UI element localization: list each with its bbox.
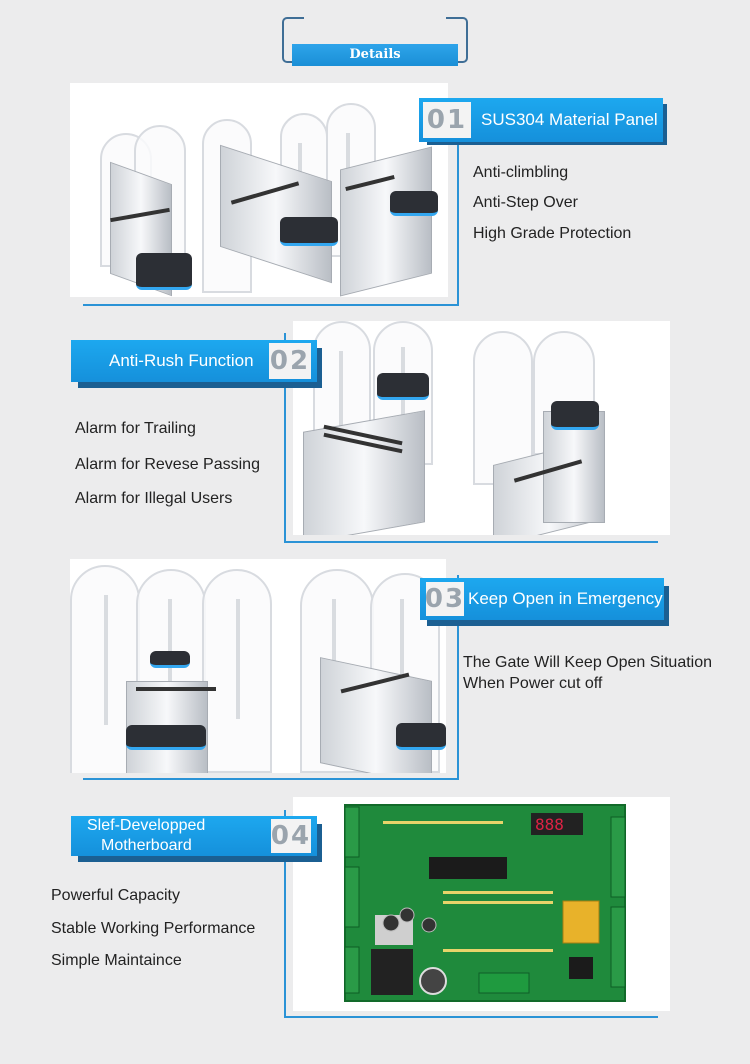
section-4-title-line2: Motherboard xyxy=(101,837,192,854)
section-3-feature: The Gate Will Keep Open Situation xyxy=(463,654,713,671)
section-1-image xyxy=(70,83,448,297)
page-title: Details xyxy=(292,44,458,66)
section-1-feature: Anti-climbling xyxy=(473,164,569,181)
svg-text:888: 888 xyxy=(535,815,564,834)
section-2-image xyxy=(293,321,670,535)
section-1-title: SUS304 Material Panel xyxy=(481,110,658,129)
section-2-feature: Alarm for Revese Passing xyxy=(75,456,260,473)
section-2-title: Anti-Rush Function xyxy=(109,351,254,370)
header-notch xyxy=(304,13,446,21)
section-3-number: 03 xyxy=(424,584,466,614)
section-3-label xyxy=(420,578,664,620)
section-4-feature: Simple Maintaince xyxy=(51,952,182,969)
section-2-feature: Alarm for Illegal Users xyxy=(75,490,233,507)
section-1-feature: High Grade Protection xyxy=(473,225,632,242)
section-3-feature: When Power cut off xyxy=(463,675,603,692)
section-4-title-line1: Slef-Developped xyxy=(87,817,206,834)
motherboard-image xyxy=(293,797,670,1011)
section-4-number: 04 xyxy=(270,821,312,851)
section-3-title: Keep Open in Emergency xyxy=(468,589,663,608)
section-4-feature: Powerful Capacity xyxy=(51,887,180,904)
section-1-number: 01 xyxy=(423,102,471,138)
section-3-image xyxy=(70,559,446,773)
section-4-feature: Stable Working Performance xyxy=(51,920,256,937)
section-2-number: 02 xyxy=(269,343,311,379)
section-4-label xyxy=(71,816,317,856)
section-1-label xyxy=(419,98,663,142)
section-1-feature: Anti-Step Over xyxy=(473,194,578,211)
section-2-label xyxy=(71,340,317,382)
section-4-image xyxy=(293,797,670,1011)
section-4-title xyxy=(87,816,271,856)
section-2-feature: Alarm for Trailing xyxy=(75,420,196,437)
